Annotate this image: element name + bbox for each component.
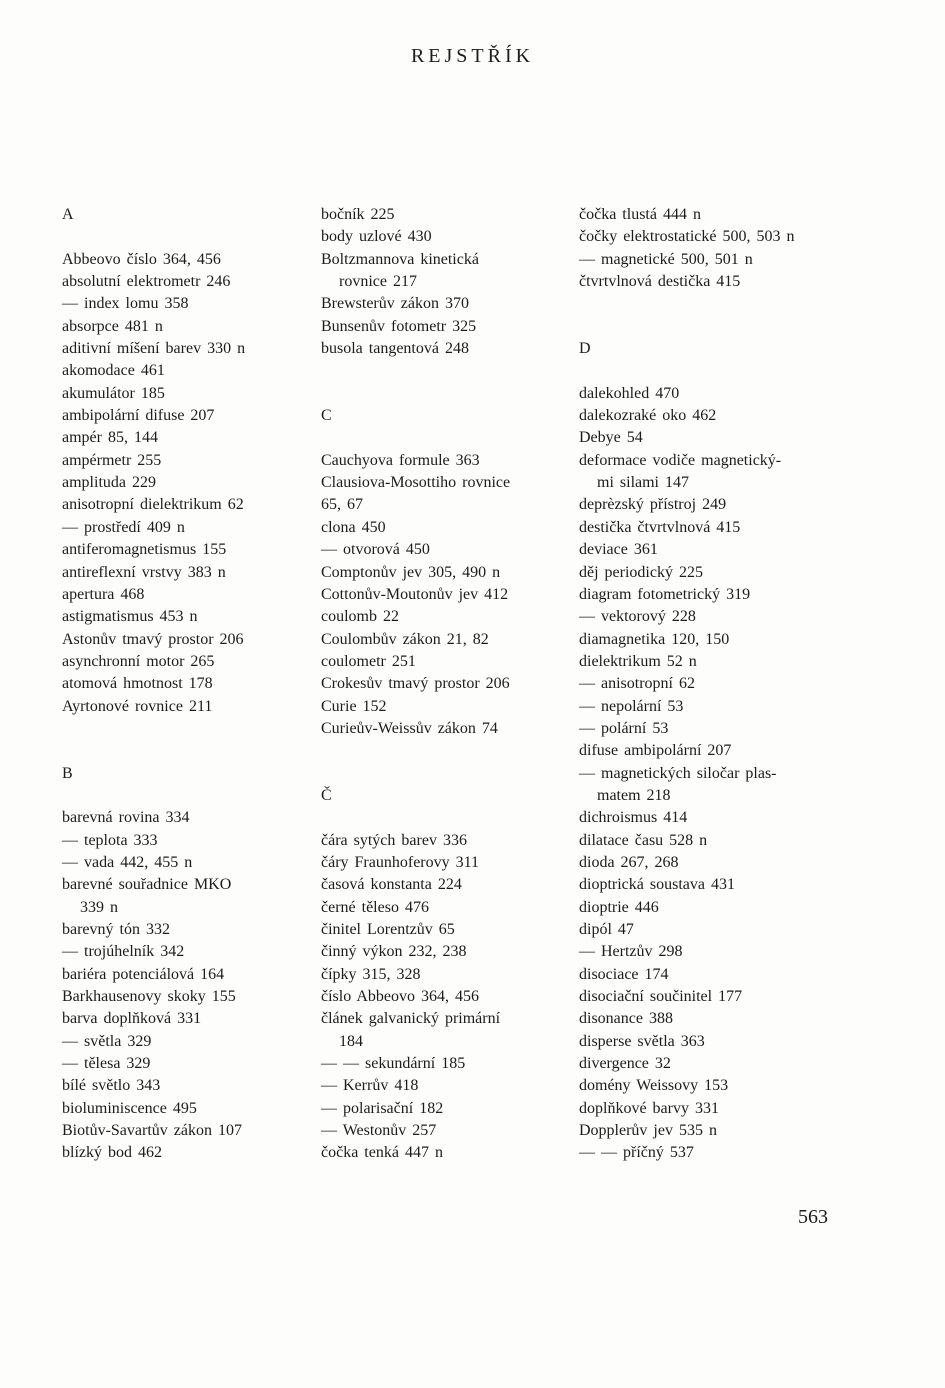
section-letter: Č: [321, 786, 332, 804]
index-entry: Boltzmannova kinetická: [321, 250, 479, 268]
section-letter: C: [321, 407, 332, 425]
index-entry: čára sytých barev 336: [321, 831, 467, 849]
index-entry: černé těleso 476: [321, 898, 429, 916]
index-entry: coulometr 251: [321, 652, 416, 670]
index-entry: — prostředí 409 n: [62, 518, 185, 536]
index-column-1: [62, 204, 314, 1165]
index-entry: Biotův-Savartův zákon 107: [62, 1122, 242, 1140]
index-entry: — polarisační 182: [321, 1099, 444, 1117]
spacer: [62, 718, 314, 740]
spacer: [62, 785, 314, 807]
index-entry: dioptrická soustava 431: [579, 876, 735, 894]
index-entry: dilatace času 528 n: [579, 831, 708, 849]
index-entry: disociace 174: [579, 965, 669, 983]
spacer: [321, 427, 573, 449]
index-entry-continuation: rovnice 217: [339, 273, 417, 291]
index-entry: barevná rovina 334: [62, 809, 190, 827]
index-entry: diagram fotometrický 319: [579, 585, 751, 603]
index-entry: barevný tón 332: [62, 921, 170, 938]
index-entry: apertura 468: [62, 585, 145, 603]
index-entry: číslo Abbeovo 364, 456: [321, 988, 479, 1006]
index-entry: Dopplerův jev 535 n: [579, 1122, 717, 1140]
index-entry: čočka tenká 447 n: [321, 1144, 443, 1162]
index-entry: bílé světlo 343: [62, 1077, 161, 1095]
index-entry: bočník 225: [321, 206, 395, 223]
index-entry: atomová hmotnost 178: [62, 675, 213, 693]
index-entry: clona 450: [321, 518, 386, 536]
index-entry: Brewsterův zákon 370: [321, 295, 469, 313]
index-entry: dipól 47: [579, 921, 634, 938]
section-letter: D: [579, 340, 591, 358]
index-entry: coulomb 22: [321, 608, 399, 626]
index-entry: astigmatismus 453 n: [62, 608, 198, 626]
index-entry: disociační součinitel 177: [579, 988, 743, 1006]
spacer: [321, 807, 573, 829]
index-entry: dalekozraké oko 462: [579, 407, 717, 425]
index-entry: — světla 329: [62, 1032, 152, 1050]
index-entry: Crokesův tmavý prostor 206: [321, 675, 510, 693]
page-number: 563: [798, 1206, 828, 1228]
index-entry: antiferomagnetismus 155: [62, 541, 227, 559]
index-entry: blízký bod 462: [62, 1144, 162, 1162]
index-entry: antireflexní vrstvy 383 n: [62, 563, 226, 581]
index-entry: Astonův tmavý prostor 206: [62, 630, 244, 648]
index-entry: — trojúhelník 342: [62, 943, 185, 961]
index-entry: — otvorová 450: [321, 541, 430, 559]
index-entry: anisotropní dielektrikum 62: [62, 496, 244, 514]
index-entry: busola tangentová 248: [321, 340, 469, 358]
index-entry: Comptonův jev 305, 490 n: [321, 563, 501, 581]
index-entry: — — příčný 537: [579, 1144, 694, 1162]
index-entry: — Westonův 257: [321, 1122, 437, 1140]
index-entry: dioptrie 446: [579, 898, 659, 916]
index-entry: difuse ambipolární 207: [579, 742, 732, 760]
index-entry: dalekohled 470: [579, 384, 680, 402]
index-entry: dichroismus 414: [579, 809, 688, 827]
index-entry: diamagnetika 120, 150: [579, 630, 730, 648]
index-entry: Abbeovo číslo 364, 456: [62, 250, 221, 268]
index-entry: Curie 152: [321, 697, 387, 715]
index-entry: disperse světla 363: [579, 1032, 705, 1050]
spacer: [321, 383, 573, 405]
index-column-2: [321, 204, 573, 1165]
index-entry: Curieův-Weissův zákon 74: [321, 719, 498, 737]
index-entry: Coulombův zákon 21, 82: [321, 630, 489, 648]
index-entry: Cottonův-Moutonův jev 412: [321, 585, 509, 603]
index-entry: — tělesa 329: [62, 1055, 151, 1073]
index-entry: — anisotropní 62: [579, 675, 695, 693]
index-entry: — nepolární 53: [579, 697, 684, 715]
index-entry: — vada 442, 455 n: [62, 853, 193, 871]
index-entry: amplituda 229: [62, 474, 156, 492]
index-entry: domény Weissovy 153: [579, 1077, 729, 1095]
index-entry: bioluminiscence 495: [62, 1099, 197, 1117]
index-entry: čočky elektrostatické 500, 503 n: [579, 228, 795, 246]
index-entry: — magnetické 500, 501 n: [579, 250, 753, 268]
index-entry: — Hertzův 298: [579, 943, 683, 961]
index-entry: disonance 388: [579, 1010, 673, 1028]
index-entry: aditivní míšení barev 330 n: [62, 340, 246, 358]
section-letter: B: [62, 764, 73, 782]
index-entry: Ayrtonové rovnice 211: [62, 697, 213, 715]
index-entry: ambipolární difuse 207: [62, 407, 215, 425]
index-entry: — magnetických siločar plas-: [579, 764, 777, 782]
index-entry: čáry Fraunhoferovy 311: [321, 853, 480, 871]
spacer: [321, 360, 573, 382]
index-entry: dioda 267, 268: [579, 853, 679, 871]
spacer: [62, 740, 314, 762]
index-entry: — — sekundární 185: [321, 1055, 466, 1073]
index-entry: — teplota 333: [62, 831, 158, 849]
index-entry: Barkhausenovy skoky 155: [62, 988, 236, 1006]
spacer: [321, 740, 573, 762]
index-entry: deviace 361: [579, 541, 658, 559]
spacer: [321, 763, 573, 785]
index-entry: destička čtvrtvlnová 415: [579, 518, 741, 536]
index-entry: článek galvanický primární: [321, 1010, 501, 1028]
index-entry: — Kerrův 418: [321, 1077, 419, 1095]
index-entry-continuation: 184: [339, 1032, 363, 1050]
index-entry: asynchronní motor 265: [62, 652, 215, 670]
page-title: REJSTŘÍK: [410, 45, 535, 67]
index-entry-continuation: mi silami 147: [597, 474, 689, 492]
index-entry: — index lomu 358: [62, 295, 189, 313]
index-entry: absolutní elektrometr 246: [62, 273, 231, 291]
index-entry: absorpce 481 n: [62, 317, 163, 335]
index-entry: — polární 53: [579, 719, 669, 737]
index-entry: čípky 315, 328: [321, 965, 421, 983]
index-entry: Debye 54: [579, 429, 643, 447]
spacer: [579, 316, 831, 338]
index-entry: akumulátor 185: [62, 384, 165, 402]
spacer: [62, 226, 314, 248]
spacer: [579, 360, 831, 382]
index-entry: doplňkové barvy 331: [579, 1099, 719, 1117]
index-entry: činný výkon 232, 238: [321, 943, 467, 961]
index-entry: časová konstanta 224: [321, 876, 462, 894]
index-entry-continuation: 339 n: [80, 898, 118, 916]
index-entry-continuation: matem 218: [597, 786, 671, 804]
index-entry: — vektorový 228: [579, 608, 696, 626]
index-entry: ampér 85, 144: [62, 429, 158, 447]
index-entry: deprèzský přístroj 249: [579, 496, 727, 514]
index-entry: Clausiova-Mosottiho rovnice: [321, 474, 511, 492]
index-entry: dielektrikum 52 n: [579, 652, 697, 670]
index-column-3: [579, 204, 831, 1165]
index-entry: akomodace 461: [62, 362, 165, 380]
index-entry: bariéra potenciálová 164: [62, 965, 225, 983]
index-entry: činitel Lorentzův 65: [321, 921, 455, 938]
index-entry: čtvrtvlnová destička 415: [579, 273, 741, 291]
index-entry: děj periodický 225: [579, 563, 703, 581]
spacer: [579, 293, 831, 315]
index-entry: body uzlové 430: [321, 228, 432, 246]
index-entry: čočka tlustá 444 n: [579, 206, 701, 223]
index-entry: Bunsenův fotometr 325: [321, 317, 477, 335]
index-entry: divergence 32: [579, 1055, 671, 1073]
index-entry: 65, 67: [321, 496, 363, 514]
index-entry: deformace vodiče magnetický-: [579, 451, 782, 469]
index-entry: barva doplňková 331: [62, 1010, 202, 1028]
index-entry: Cauchyova formule 363: [321, 451, 480, 469]
index-entry: ampérmetr 255: [62, 451, 162, 469]
section-letter: A: [62, 206, 74, 223]
index-entry: barevné souřadnice MKO: [62, 876, 232, 894]
